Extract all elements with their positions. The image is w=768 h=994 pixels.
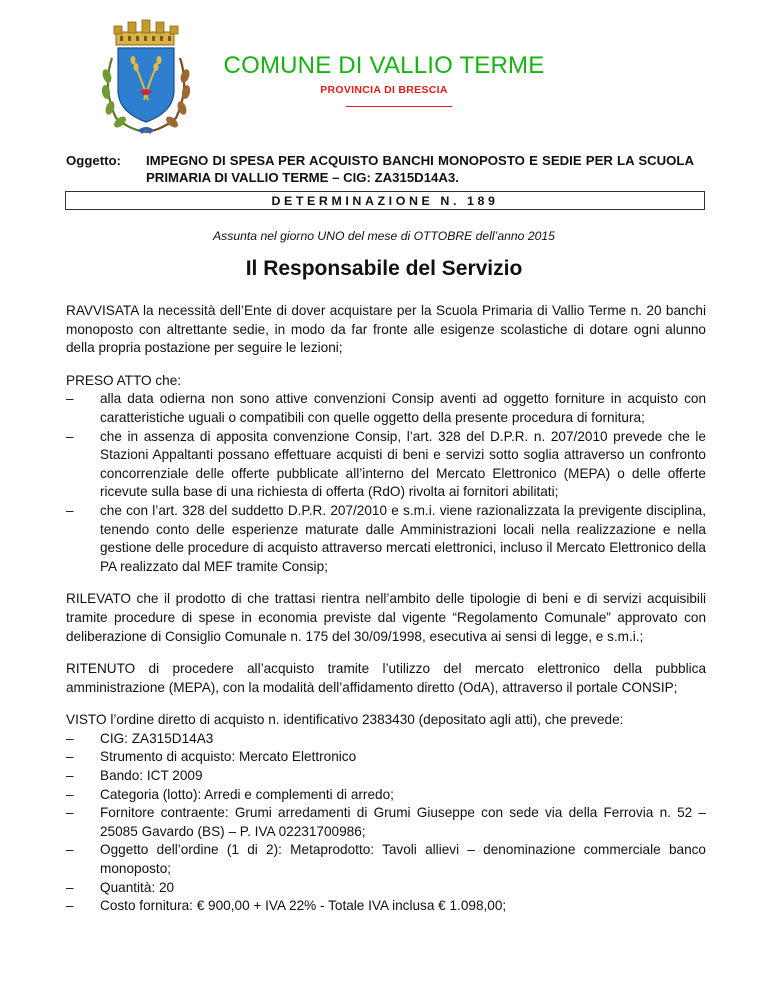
list-item: – Fornitore contraente: Grumi arredamenti di Grumi Giuseppe con sede via della Ferrovia n. 52 – 25085 Gavardo (BS) – P. IVA 02231700986; — [66, 805, 706, 839]
dash-icon: – — [66, 749, 74, 765]
list-item: – Costo fornitura: € 900,00 + IVA 22% - Totale IVA inclusa € 1.098,00; — [66, 897, 706, 916]
paragraph: VISTO l’ordine diretto di acquisto n. identificativo 2383430 (depositato agli atti), che prevede: — [66, 712, 624, 728]
dash-icon: – — [66, 805, 74, 821]
subject-label: Oggetto: — [66, 153, 121, 168]
dash-icon: – — [66, 730, 74, 746]
determination-title: DETERMINAZIONE N. 189 — [65, 191, 705, 210]
paragraph: RAVVISATA la necessità dell’Ente di dover acquistare per la Scuola Primaria di Vallio Terme n. 20 banchi monoposto con altrettante sedie, in modo da far fronte alle esigenze scolastiche di dotare ogni alunno della propria postazione per seguire le lezioni; — [66, 303, 706, 356]
date-line: Assunta nel giorno UNO del mese di OTTOBRE dell’anno 2015 — [213, 229, 555, 243]
dash-icon: – — [66, 768, 74, 784]
list-item: – Bando: ICT 2009 — [66, 767, 706, 786]
dash-icon: – — [66, 786, 74, 802]
bullet-list — [66, 390, 706, 576]
list-item: – Strumento di acquisto: Mercato Elettronico — [66, 748, 706, 767]
dash-icon: – — [66, 898, 74, 914]
list-item: – che con l’art. 328 del suddetto D.P.R. 207/2010 e s.m.i. viene razionalizzata la previgente disciplina, tenendo conto delle esperienze maturate dalle Amministrazioni locali nella realizzazione e nella gestione delle procedure di acquisto attraverso mercati elettronici, incluso il Mercato Elettronico della PA realizzato dal MEF tramite Consip; — [66, 502, 706, 574]
dash-icon: – — [66, 391, 74, 407]
list-item: – Categoria (lotto): Arredi e complementi di arredo; — [66, 786, 706, 805]
dash-icon: – — [66, 879, 74, 895]
paragraph: RITENUTO di procedere all’acquisto tramite l’utilizzo del mercato elettronico della pubblica amministrazione (MEPA), con la modalità dell’affidamento diretto (OdA), attraverso il portale CONSIP; — [66, 661, 706, 695]
list-item: – Quantità: 20 — [66, 879, 706, 898]
section-title: Il Responsabile del Servizio — [245, 257, 523, 280]
list-item: – CIG: ZA315D14A3 — [66, 730, 706, 749]
province-subtitle: PROVINCIA DI BRESCIA — [320, 84, 448, 96]
paragraph: PRESO ATTO che: — [66, 372, 182, 388]
list-item: – alla data odierna non sono attive convenzioni Consip aventi ad oggetto forniture in acquisto con caratteristiche uguali o compatibili con quelle oggetto della presente procedura di fornitura; — [66, 391, 706, 425]
header-divider — [346, 106, 452, 107]
subject-text: IMPEGNO DI SPESA PER ACQUISTO BANCHI MONOPOSTO E SEDIE PER LA SCUOLA PRIMARIA DI VALLIO TERME – CIG: ZA315D14A3. — [146, 153, 694, 185]
dash-icon: – — [66, 502, 74, 518]
list-item: – che in assenza di apposita convenzione Consip, l’art. 328 del D.P.R. n. 207/2010 prevede che le Stazioni Appaltanti possano effettuare acquisti di beni e servizi sotto soglia attraverso un confronto concorrenziale delle offerte pubblicate all’interno del Mercato Elettronico (MEPA) o delle offerte ricevute sulla base di una richiesta di offerta (RdO) rivolta ai fornitori abilitati; — [66, 428, 706, 500]
bullet-list — [66, 730, 706, 916]
dash-icon: – — [66, 842, 74, 858]
dash-icon: – — [66, 428, 74, 444]
document-body — [66, 302, 706, 930]
list-item: – Oggetto dell’ordine (1 di 2): Metaprodotto: Tavoli allievi – denominazione commerciale banco monoposto; — [66, 842, 706, 877]
paragraph: RILEVATO che il prodotto di che trattasi rientra nell’ambito delle tipologie di beni e di servizi acquisibili tramite procedure di spese in economia previste dal vigente “Regolamento Comunale” approvato con deliberazione di Consiglio Comunale n. 175 del 30/09/1998, esecutiva ai sensi di legge, e s.m.i.; — [66, 591, 706, 644]
municipality-title: COMUNE DI VALLIO TERME — [223, 52, 545, 79]
